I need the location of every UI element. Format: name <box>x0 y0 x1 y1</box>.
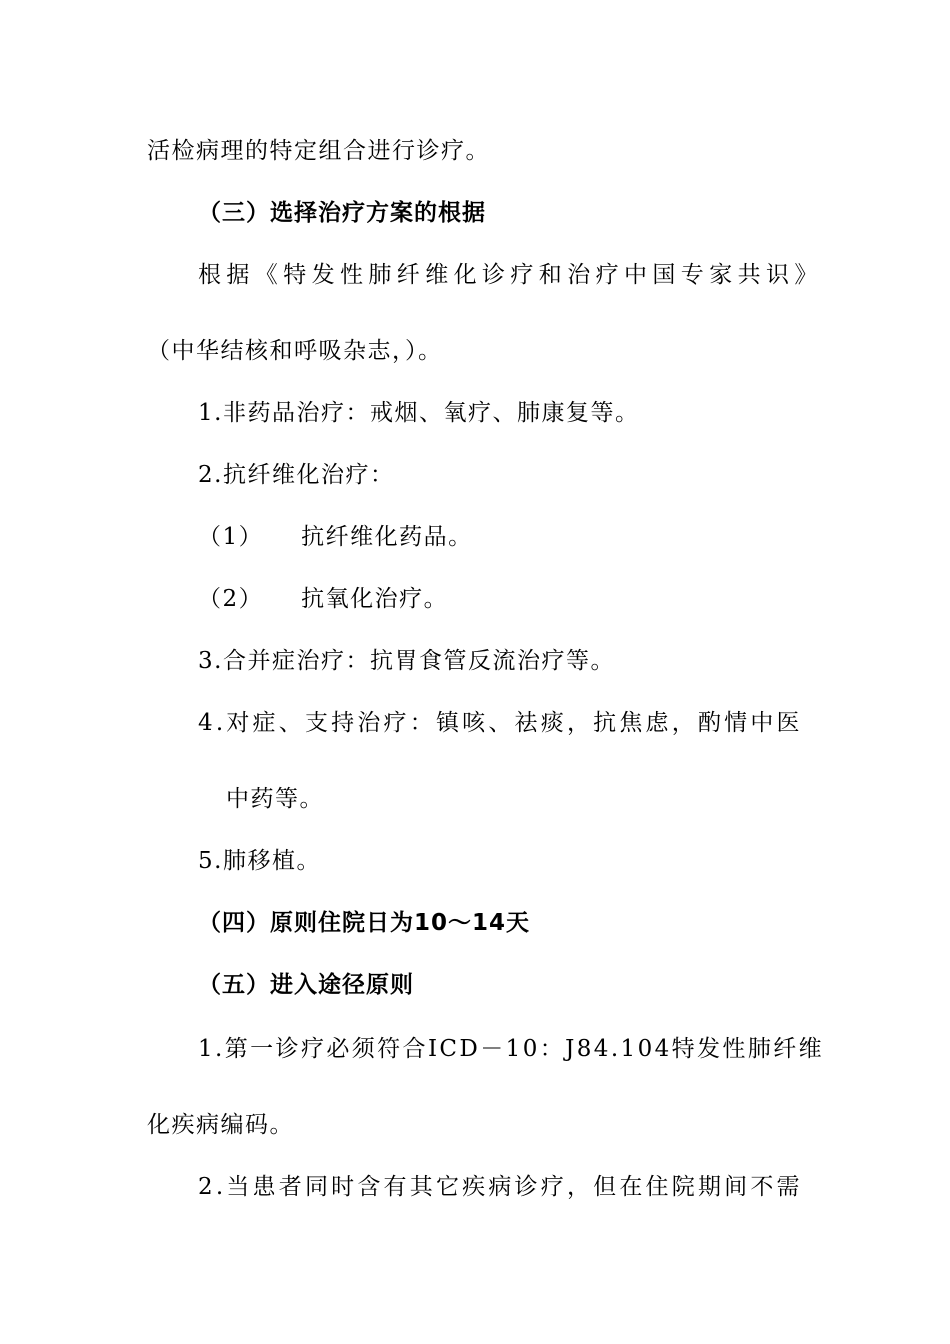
paragraph-line: 根据《特发性肺纤维化诊疗和治疗中国专家共识》 <box>198 262 823 288</box>
sub-list-text: 抗氧化治疗。 <box>301 586 449 612</box>
list-item-5: 5.肺移植。 <box>198 848 321 874</box>
sub-list-item-2 <box>198 584 448 614</box>
sub-list-item-1 <box>198 522 473 552</box>
paragraph-line: 活检病理的特定组合进行诊疗。 <box>147 138 490 164</box>
sub-list-marker: （2） <box>198 586 264 612</box>
section-heading-4: （四）原则住院日为10～14天 <box>198 910 531 936</box>
list-item-4: 4.对症、支持治疗：镇咳、祛痰，抗焦虑，酌情中医 <box>198 710 803 736</box>
criteria-item-1-continuation: 化疾病编码。 <box>147 1112 294 1138</box>
sub-list-marker: （1） <box>198 524 264 550</box>
paragraph-line: （中华结核和呼吸杂志，）。 <box>147 338 443 364</box>
criteria-item-2: 2.当患者同时含有其它疾病诊疗，但在住院期间不需 <box>198 1174 803 1200</box>
list-item-3: 3.合并症治疗：抗胃食管反流治疗等。 <box>198 648 615 674</box>
sub-list-text: 抗纤维化药品。 <box>301 524 473 550</box>
list-item-1: 1.非药品治疗：戒烟、氧疗、肺康复等。 <box>198 400 640 426</box>
list-item-4-continuation: 中药等。 <box>226 786 324 812</box>
section-heading-3: （三）选择治疗方案的根据 <box>198 200 486 226</box>
list-item-2: 2.抗纤维化治疗： <box>198 462 395 488</box>
criteria-item-1: 1.第一诊疗必须符合ICD－10：J84.104特发性肺纤维 <box>198 1036 825 1062</box>
section-heading-5: （五）进入途径原则 <box>198 972 414 998</box>
